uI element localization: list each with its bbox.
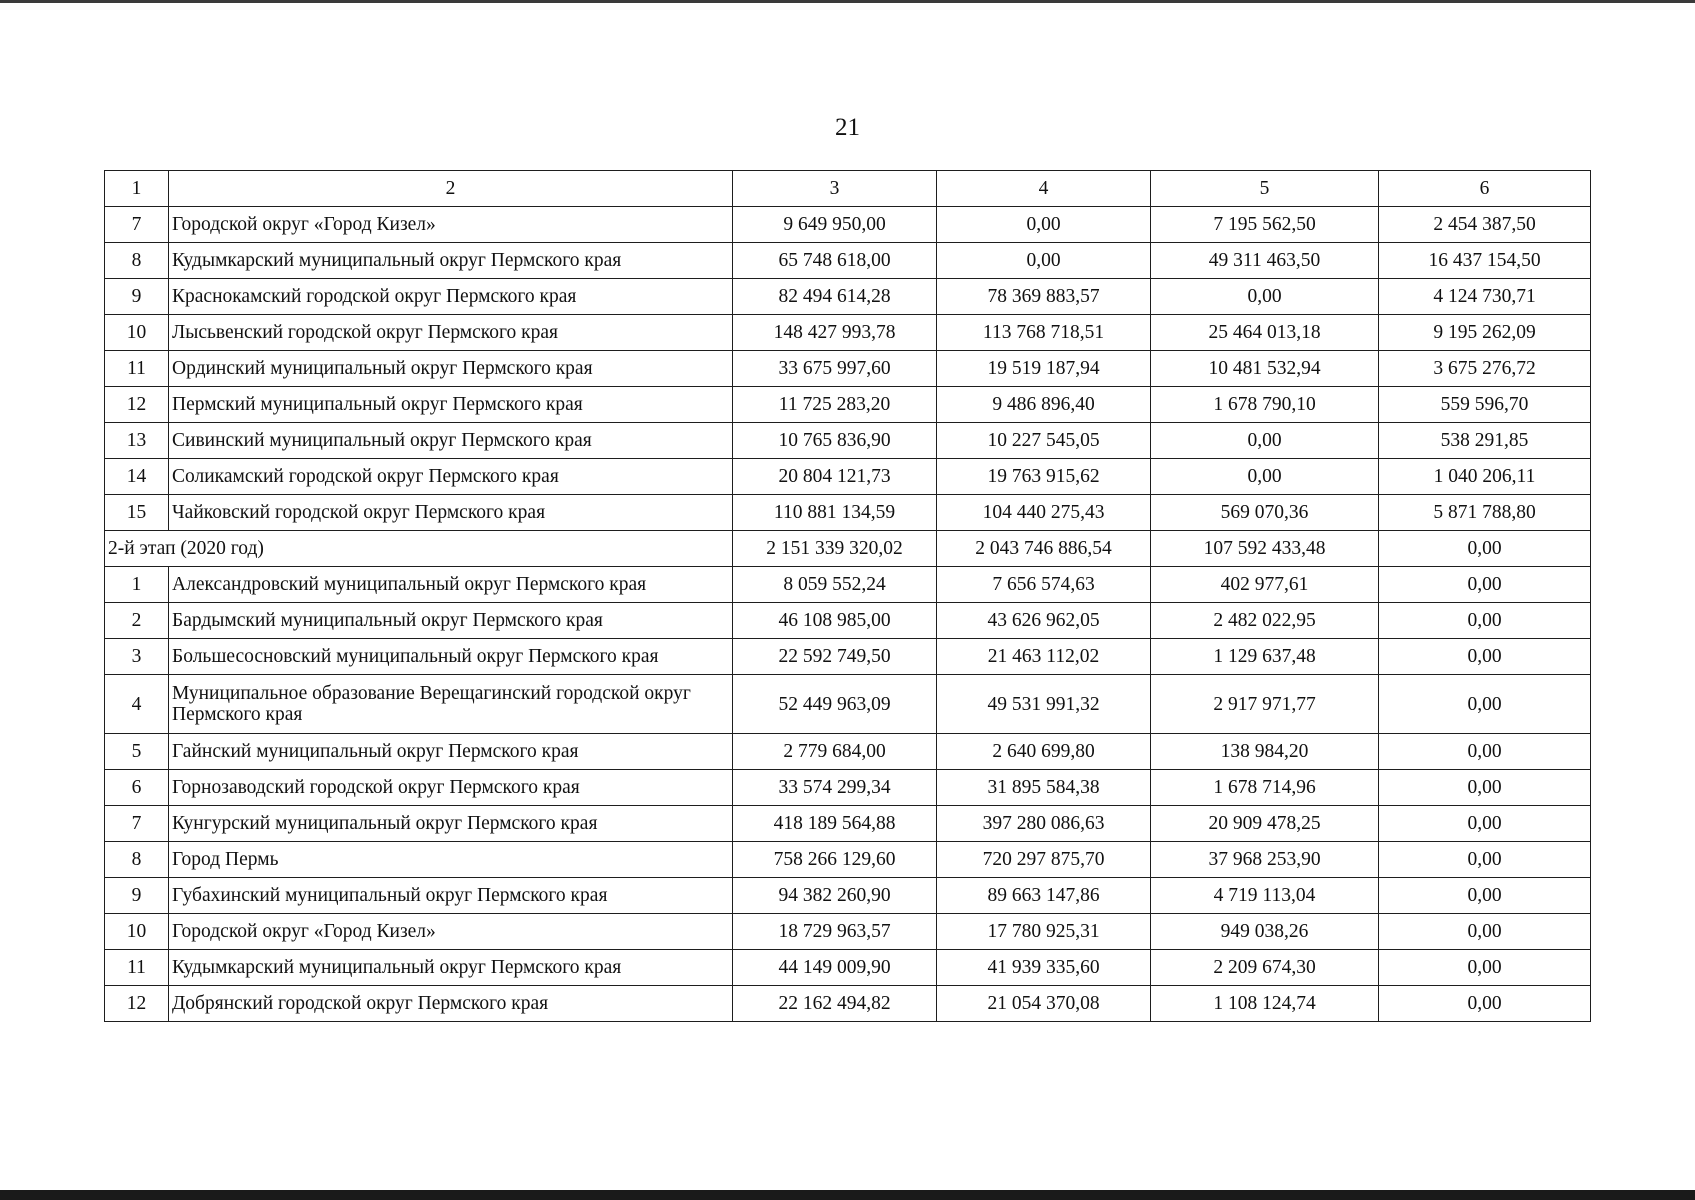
value-col-5: 49 311 463,50 — [1151, 243, 1379, 279]
value-col-3: 94 382 260,90 — [733, 878, 937, 914]
value-col-6: 0,00 — [1379, 878, 1591, 914]
table-row — [105, 950, 1591, 986]
value-col-4: 21 054 370,08 — [937, 986, 1151, 1022]
column-header-3: 3 — [733, 171, 937, 207]
value-col-4: 31 895 584,38 — [937, 770, 1151, 806]
municipality-name: Кудымкарский муниципальный округ Пермского края — [169, 243, 733, 279]
value-col-5: 25 464 013,18 — [1151, 315, 1379, 351]
row-number: 10 — [105, 914, 169, 950]
column-header-5: 5 — [1151, 171, 1379, 207]
row-number: 15 — [105, 495, 169, 531]
value-col-6: 538 291,85 — [1379, 423, 1591, 459]
value-col-6: 1 040 206,11 — [1379, 459, 1591, 495]
column-header-1: 1 — [105, 171, 169, 207]
municipality-name: Сивинский муниципальный округ Пермского края — [169, 423, 733, 459]
row-number: 6 — [105, 770, 169, 806]
table-row — [105, 806, 1591, 842]
value-col-4: 104 440 275,43 — [937, 495, 1151, 531]
value-col-5: 1 678 790,10 — [1151, 387, 1379, 423]
table-row — [105, 459, 1591, 495]
value-col-3: 46 108 985,00 — [733, 603, 937, 639]
municipality-name: Александровский муниципальный округ Пермского края — [169, 567, 733, 603]
row-number: 11 — [105, 351, 169, 387]
value-col-6: 0,00 — [1379, 950, 1591, 986]
value-col-5: 20 909 478,25 — [1151, 806, 1379, 842]
value-col-3: 758 266 129,60 — [733, 842, 937, 878]
value-col-4: 89 663 147,86 — [937, 878, 1151, 914]
row-number: 5 — [105, 734, 169, 770]
value-col-6: 3 675 276,72 — [1379, 351, 1591, 387]
value-col-6: 16 437 154,50 — [1379, 243, 1591, 279]
value-col-4: 41 939 335,60 — [937, 950, 1151, 986]
municipality-name: Большесосновский муниципальный округ Пермского края — [169, 639, 733, 675]
funding-table — [104, 170, 1591, 1022]
table-row — [105, 878, 1591, 914]
value-col-6: 0,00 — [1379, 603, 1591, 639]
row-number: 8 — [105, 243, 169, 279]
value-col-5: 1 678 714,96 — [1151, 770, 1379, 806]
value-col-4: 0,00 — [937, 243, 1151, 279]
stage-row — [105, 531, 1591, 567]
table-row — [105, 734, 1591, 770]
value-col-3: 2 151 339 320,02 — [733, 531, 937, 567]
value-col-6: 5 871 788,80 — [1379, 495, 1591, 531]
municipality-name: Добрянский городской округ Пермского края — [169, 986, 733, 1022]
municipality-name: Горнозаводский городской округ Пермского края — [169, 770, 733, 806]
municipality-name: Бардымский муниципальный округ Пермского края — [169, 603, 733, 639]
row-number: 12 — [105, 387, 169, 423]
value-col-4: 10 227 545,05 — [937, 423, 1151, 459]
value-col-3: 2 779 684,00 — [733, 734, 937, 770]
municipality-name: Городской округ «Город Кизел» — [169, 207, 733, 243]
value-col-5: 402 977,61 — [1151, 567, 1379, 603]
value-col-4: 19 519 187,94 — [937, 351, 1151, 387]
column-header-6: 6 — [1379, 171, 1591, 207]
municipality-name: Кунгурский муниципальный округ Пермского края — [169, 806, 733, 842]
stage-label: 2-й этап (2020 год) — [105, 531, 733, 567]
value-col-3: 20 804 121,73 — [733, 459, 937, 495]
row-number: 2 — [105, 603, 169, 639]
municipality-name: Чайковский городской округ Пермского края — [169, 495, 733, 531]
value-col-3: 22 592 749,50 — [733, 639, 937, 675]
municipality-name: Муниципальное образование Верещагинский городской округ Пермского края — [169, 675, 733, 734]
column-header-4: 4 — [937, 171, 1151, 207]
table-row — [105, 842, 1591, 878]
value-col-3: 418 189 564,88 — [733, 806, 937, 842]
value-col-5: 1 129 637,48 — [1151, 639, 1379, 675]
value-col-6: 0,00 — [1379, 914, 1591, 950]
value-col-4: 113 768 718,51 — [937, 315, 1151, 351]
municipality-name: Город Пермь — [169, 842, 733, 878]
table-row — [105, 639, 1591, 675]
table-row — [105, 207, 1591, 243]
table-row — [105, 914, 1591, 950]
value-col-6: 0,00 — [1379, 842, 1591, 878]
row-number: 7 — [105, 207, 169, 243]
value-col-3: 52 449 963,09 — [733, 675, 937, 734]
municipality-name: Ординский муниципальный округ Пермского края — [169, 351, 733, 387]
scan-edge-bottom — [0, 1190, 1695, 1200]
value-col-5: 37 968 253,90 — [1151, 842, 1379, 878]
row-number: 3 — [105, 639, 169, 675]
table-body — [105, 171, 1591, 1022]
municipality-name: Краснокамский городской округ Пермского края — [169, 279, 733, 315]
value-col-6: 0,00 — [1379, 734, 1591, 770]
value-col-3: 44 149 009,90 — [733, 950, 937, 986]
value-col-3: 10 765 836,90 — [733, 423, 937, 459]
value-col-4: 2 043 746 886,54 — [937, 531, 1151, 567]
value-col-3: 65 748 618,00 — [733, 243, 937, 279]
table-row — [105, 603, 1591, 639]
value-col-4: 9 486 896,40 — [937, 387, 1151, 423]
row-number: 9 — [105, 878, 169, 914]
value-col-4: 21 463 112,02 — [937, 639, 1151, 675]
table-row — [105, 986, 1591, 1022]
value-col-5: 1 108 124,74 — [1151, 986, 1379, 1022]
value-col-5: 10 481 532,94 — [1151, 351, 1379, 387]
value-col-4: 397 280 086,63 — [937, 806, 1151, 842]
value-col-6: 2 454 387,50 — [1379, 207, 1591, 243]
value-col-4: 2 640 699,80 — [937, 734, 1151, 770]
row-number: 11 — [105, 950, 169, 986]
value-col-6: 0,00 — [1379, 806, 1591, 842]
value-col-5: 138 984,20 — [1151, 734, 1379, 770]
value-col-4: 78 369 883,57 — [937, 279, 1151, 315]
row-number: 10 — [105, 315, 169, 351]
value-col-4: 720 297 875,70 — [937, 842, 1151, 878]
row-number: 9 — [105, 279, 169, 315]
value-col-5: 107 592 433,48 — [1151, 531, 1379, 567]
value-col-3: 8 059 552,24 — [733, 567, 937, 603]
row-number: 13 — [105, 423, 169, 459]
value-col-5: 7 195 562,50 — [1151, 207, 1379, 243]
value-col-5: 0,00 — [1151, 279, 1379, 315]
row-number: 14 — [105, 459, 169, 495]
value-col-5: 569 070,36 — [1151, 495, 1379, 531]
value-col-4: 19 763 915,62 — [937, 459, 1151, 495]
column-number-row — [105, 171, 1591, 207]
row-number: 12 — [105, 986, 169, 1022]
value-col-5: 0,00 — [1151, 423, 1379, 459]
value-col-3: 82 494 614,28 — [733, 279, 937, 315]
scan-edge-top — [0, 0, 1695, 3]
municipality-name: Лысьвенский городской округ Пермского края — [169, 315, 733, 351]
table-row — [105, 387, 1591, 423]
table-row — [105, 675, 1591, 734]
value-col-4: 43 626 962,05 — [937, 603, 1151, 639]
municipality-name: Губахинский муниципальный округ Пермского края — [169, 878, 733, 914]
table-row — [105, 770, 1591, 806]
value-col-3: 22 162 494,82 — [733, 986, 937, 1022]
value-col-6: 0,00 — [1379, 531, 1591, 567]
column-header-2: 2 — [169, 171, 733, 207]
table-row — [105, 567, 1591, 603]
value-col-5: 4 719 113,04 — [1151, 878, 1379, 914]
table-row — [105, 423, 1591, 459]
municipality-name: Кудымкарский муниципальный округ Пермского края — [169, 950, 733, 986]
value-col-3: 110 881 134,59 — [733, 495, 937, 531]
value-col-3: 148 427 993,78 — [733, 315, 937, 351]
value-col-5: 949 038,26 — [1151, 914, 1379, 950]
municipality-name: Гайнский муниципальный округ Пермского края — [169, 734, 733, 770]
municipality-name: Городской округ «Город Кизел» — [169, 914, 733, 950]
value-col-3: 11 725 283,20 — [733, 387, 937, 423]
value-col-4: 0,00 — [937, 207, 1151, 243]
row-number: 7 — [105, 806, 169, 842]
value-col-3: 33 675 997,60 — [733, 351, 937, 387]
value-col-6: 0,00 — [1379, 567, 1591, 603]
value-col-6: 0,00 — [1379, 675, 1591, 734]
value-col-6: 9 195 262,09 — [1379, 315, 1591, 351]
row-number: 1 — [105, 567, 169, 603]
value-col-6: 559 596,70 — [1379, 387, 1591, 423]
row-number: 4 — [105, 675, 169, 734]
value-col-6: 4 124 730,71 — [1379, 279, 1591, 315]
value-col-3: 9 649 950,00 — [733, 207, 937, 243]
table-row — [105, 243, 1591, 279]
value-col-6: 0,00 — [1379, 770, 1591, 806]
row-number: 8 — [105, 842, 169, 878]
value-col-6: 0,00 — [1379, 639, 1591, 675]
table-row — [105, 315, 1591, 351]
municipality-name: Соликамский городской округ Пермского края — [169, 459, 733, 495]
value-col-3: 33 574 299,34 — [733, 770, 937, 806]
value-col-6: 0,00 — [1379, 986, 1591, 1022]
municipality-name: Пермский муниципальный округ Пермского края — [169, 387, 733, 423]
value-col-5: 0,00 — [1151, 459, 1379, 495]
table-row — [105, 495, 1591, 531]
value-col-3: 18 729 963,57 — [733, 914, 937, 950]
page-number: 21 — [835, 114, 860, 141]
value-col-4: 49 531 991,32 — [937, 675, 1151, 734]
value-col-4: 7 656 574,63 — [937, 567, 1151, 603]
table-row — [105, 351, 1591, 387]
table-row — [105, 279, 1591, 315]
value-col-5: 2 209 674,30 — [1151, 950, 1379, 986]
value-col-5: 2 482 022,95 — [1151, 603, 1379, 639]
value-col-5: 2 917 971,77 — [1151, 675, 1379, 734]
value-col-4: 17 780 925,31 — [937, 914, 1151, 950]
